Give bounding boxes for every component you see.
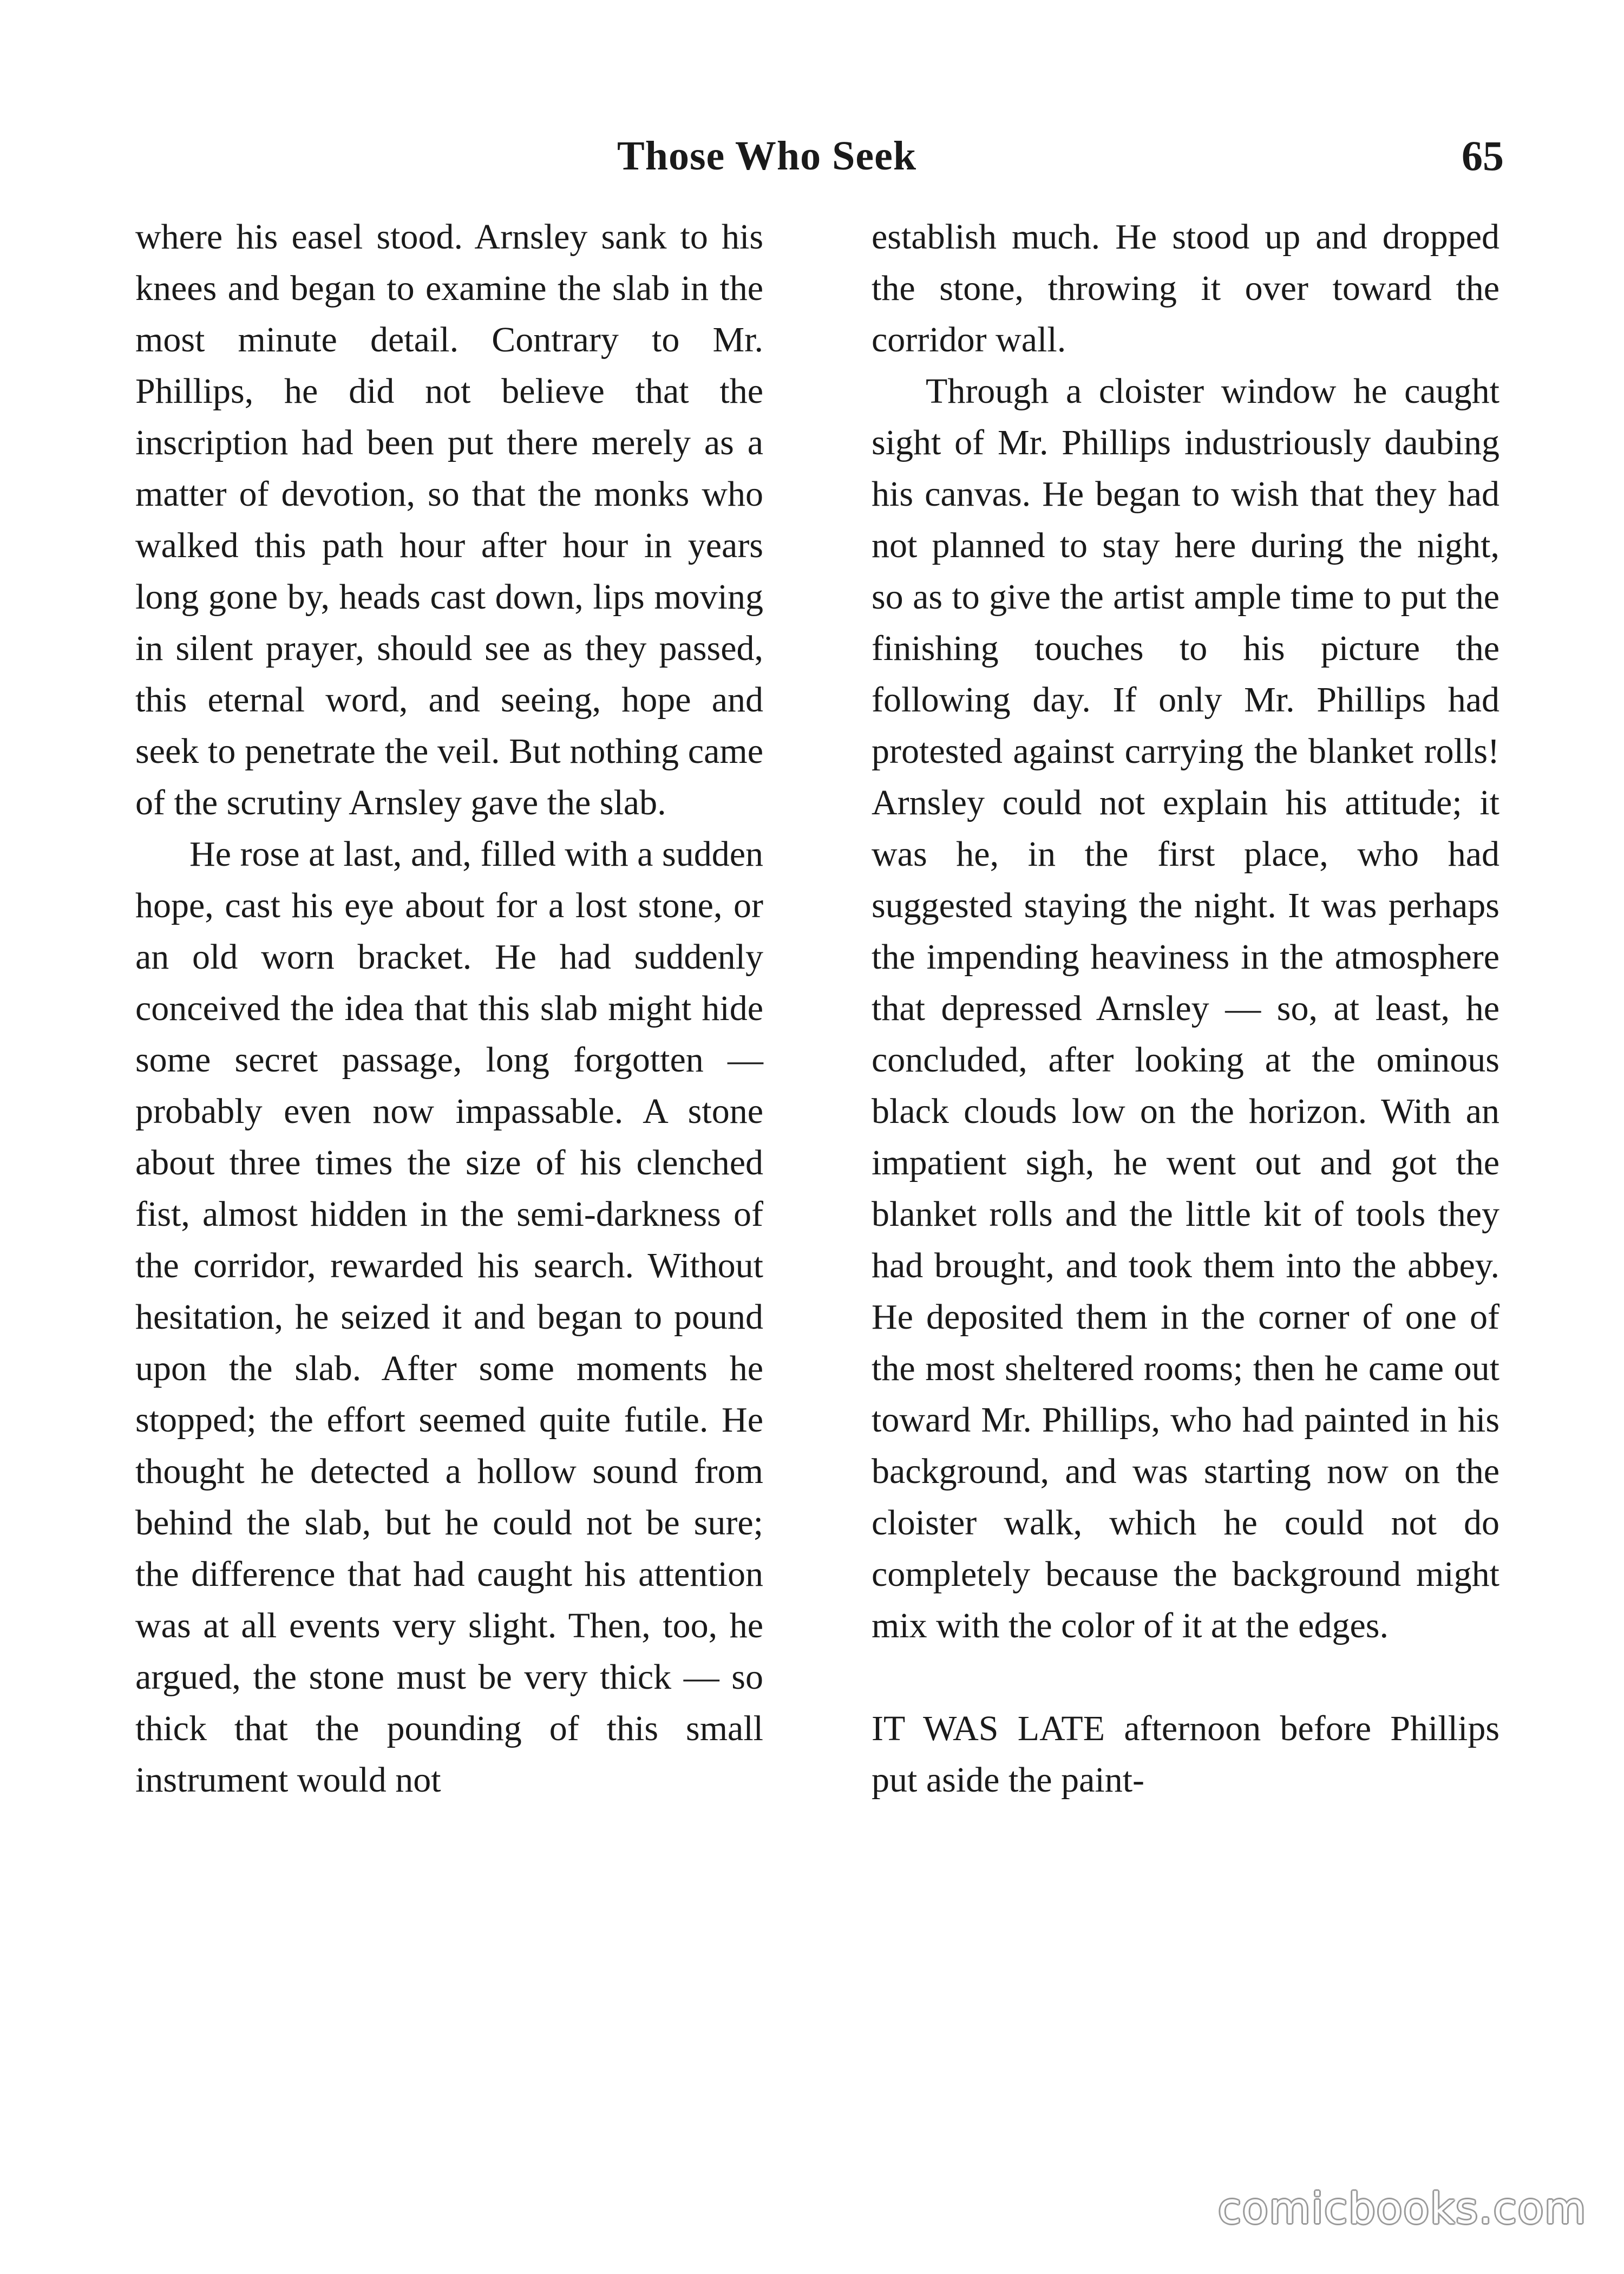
paragraph: He rose at last, and, filled with a sudden hope, cast his eye about for a lost stone, or an old worn bracket. He had suddenly conceived the idea that this slab might hide some secret passage, long forgotten — probably even now impassable. A stone about three times the size of his clenched fist, almost hidden in the semi-darkness of the corridor, rewarded his search. Without hesitation, he seized it and began to pound upon the slab. After some moments he stopped; the effort seemed quite futile. He thought he detected a hollow sound from behind the slab, but he could not be sure; the difference that had caught his attention was at all events very slight. Then, too, he argued, the stone must be very thick — so thick that the pounding of this small instrument would not — [135, 834, 763, 1800]
page-header — [0, 129, 1624, 188]
right-column — [872, 211, 1499, 1806]
left-column — [135, 211, 763, 1806]
paragraph: establish much. He stood up and dropped the stone, throwing it over toward the corridor wall. — [872, 217, 1499, 360]
paragraph: Through a cloister window he caught sight of Mr. Phillips industriously daubing his canvas. He began to wish that they had not planned to stay here during the night, so as to give the artist ample time to put the finishing touches to his picture the following day. If only Mr. Phillips had protested against carrying the blanket rolls! Arnsley could not explain his attitude; it was he, in the first place, who had suggested staying the night. It was perhaps the impending heaviness in the atmosphere that depressed Arnsley — so, at least, he concluded, after looking at the ominous black clouds low on the horizon. With an impatient sigh, he went out and got the blanket rolls and the little kit of tools they had brought, and took them into the abbey. He deposited them in the corner of one of the most sheltered rooms; then he came out toward Mr. Phillips, who had painted in his background, and was starting now on the cloister walk, which he could not do completely because the background might mix with the color of it at the edges. — [872, 371, 1499, 1645]
running-title: Those Who Seek — [617, 133, 917, 179]
paragraph: where his easel stood. Arnsley sank to his knees and began to examine the slab in the most minute detail. Contrary to Mr. Phillips, he did not believe that the inscription had been put there merely as a matter of devotion, so that the monks who walked this path hour after hour in years long gone by, heads cast down, lips moving in silent prayer, should see as they passed, this eternal word, and seeing, hope and seek to penetrate the veil. But nothing came of the scrutiny Arnsley gave the slab. — [135, 217, 763, 822]
page-number: 65 — [1462, 132, 1504, 179]
watermark: comicbooks.com — [1218, 2185, 1587, 2233]
section-opening-paragraph: IT WAS LATE afternoon before Phillips put aside the paint- — [872, 1709, 1499, 1800]
